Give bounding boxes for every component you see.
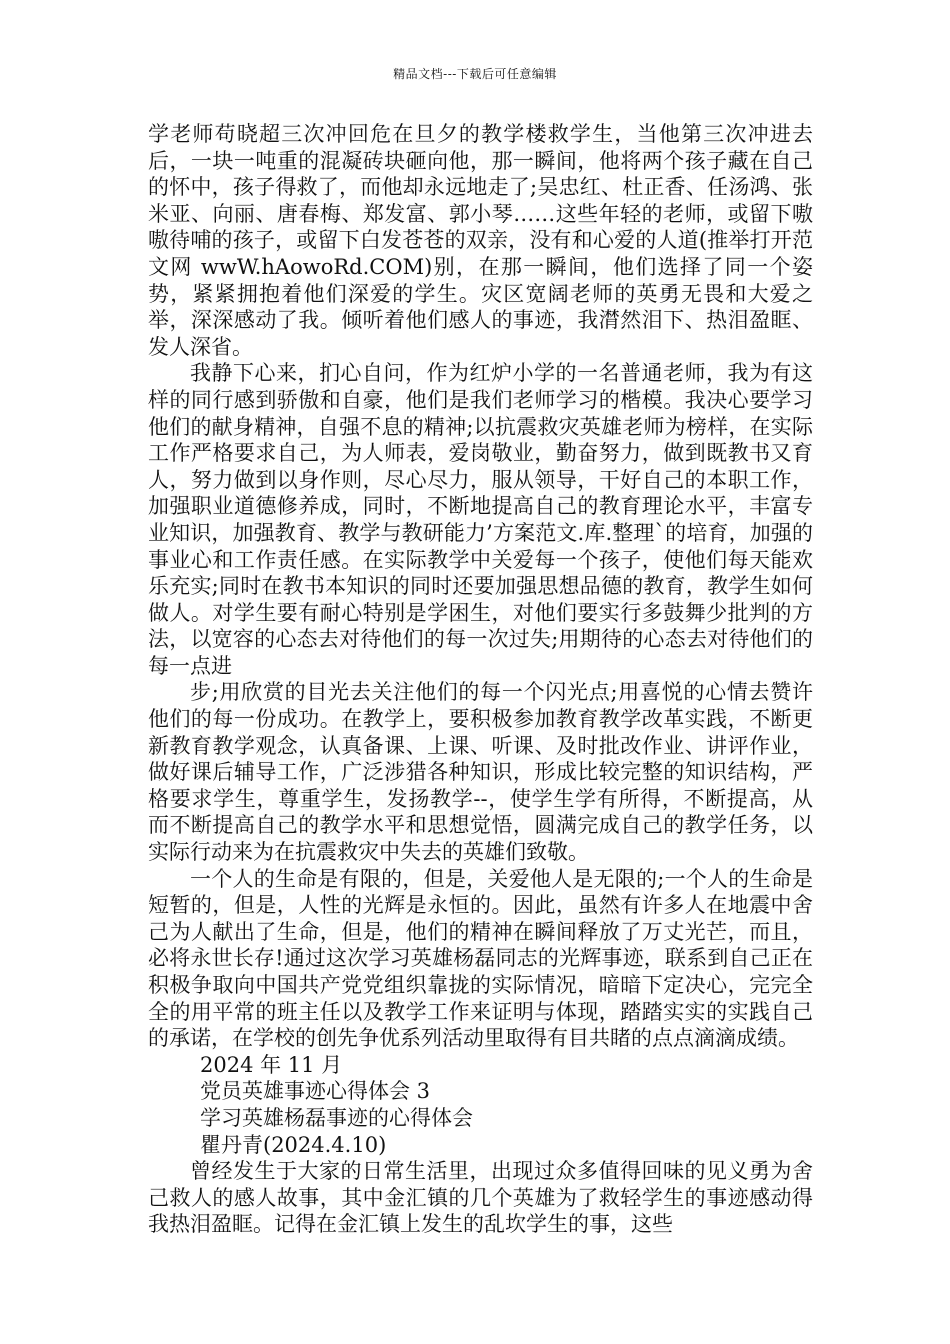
section-title: 党员英雄事迹心得体会 3	[200, 1079, 431, 1104]
author-date: 瞿丹青(2024.4.10)	[200, 1132, 387, 1157]
paragraph-teaching: 步;用欣赏的目光去关注他们的每一个闪光点;用喜悦的心情去赞许他们的每一份成功。在教学上，要积极参加教育教学改革实践，不断更新教育教学观念，认真备课、上课、听课、及时批改作业、讲评作业，做好课后辅导工作，广泛涉猎各种知识，形成比较完整的知识结构，严格要求学生，尊重学生，发扬教学--，使学生学有所得，不断提高，从而不断提高自己的教学水平和思想觉悟，圆满完成自己的教学任务，以实际行动来为在抗震救灾中失去的英雄们致敬。	[148, 680, 813, 865]
paragraph-conclusion: 一个人的生命是有限的，但是，关爱他人是无限的;一个人的生命是短暂的，但是，人性的光辉是永恒的。因此，虽然有许多人在地震中舍己为人献出了生命，但是，他们的精神在瞬间释放了万丈光芒，而且，必将永世长存!通过这次学习英雄杨磊同志的光辉事迹，联系到自己正在积极争取向中国共产党党组织靠拢的实际情况，暗暗下定决心，完完全全的用平常的班主任以及教学工作来证明与体现，踏踏实实的实践自己的承诺，在学校的创先争优系列活动里取得有目共睹的点点滴滴成绩。	[148, 866, 813, 1051]
date-line: 2024 年 11 月	[200, 1052, 343, 1077]
paragraph-resolve: 我静下心来，扪心自问，作为红炉小学的一名普通老师，我为有这样的同行感到骄傲和自豪，他们是我们老师学习的楷模。我决心要学习他们的献身精神，自强不息的精神;以抗震救灾英雄老师为榜样，在实际工作严格要求自己，为人师表，爱岗敬业，勤奋努力，做到既教书又育人，努力做到以身作则，尽心尽力，服从领导，干好自己的本职工作，加强职业道德修养成，同时，不断地提高自己的教育理论水平，丰富专业知识，加强教育、教学与教研能力’方案范文.库.整理`的培育，加强的事业心和工作责任感。在实际教学中关爱每一个孩子，使他们每天能欢乐充实;同时在教书本知识的同时还要加强思想品德的教育，教学生如何做人。对学生要有耐心特别是学困生，对他们要实行多鼓舞少批判的方法，以宽容的心态去对待他们的每一次过失;用期待的心态去对待他们的每一点进	[148, 361, 813, 678]
page-header: 精品文档---下载后可任意编辑	[393, 67, 557, 81]
paragraph-opening: 曾经发生于大家的日常生活里，出现过众多值得回味的见义勇为舍己救人的感人故事，其中金汇镇的几个英雄为了救轻学生的事迹感动得我热泪盈眶。记得在金汇镇上发生的乱坎学生的事，这些	[148, 1159, 813, 1237]
paragraph-continued: 学老师苟晓超三次冲回危在旦夕的教学楼救学生，当他第三次冲进去后，一块一吨重的混凝砖块砸向他，那一瞬间，他将两个孩子藏在自己的怀中，孩子得救了，而他却永远地走了;吴忠红、杜正香、任汤鸿、张米亚、向丽、唐春梅、郑发富、郭小琴……这些年轻的老师，或留下嗷嗷待哺的孩子，或留下白发苍苍的双亲，没有和心爱的人道(推举打开范文网 wwW.hAowoRd.COM)别，在那一瞬间，他们选择了同一个姿势，紧紧拥抱着他们深爱的学生。灾区宽阔老师的英勇无畏和大爱之举，深深感动了我。倾听着他们感人的事迹，我潸然泪下、热泪盈眶、发人深省。	[148, 122, 813, 359]
section-subtitle: 学习英雄杨磊事迹的心得体会	[200, 1105, 473, 1130]
document-body	[148, 121, 813, 1238]
